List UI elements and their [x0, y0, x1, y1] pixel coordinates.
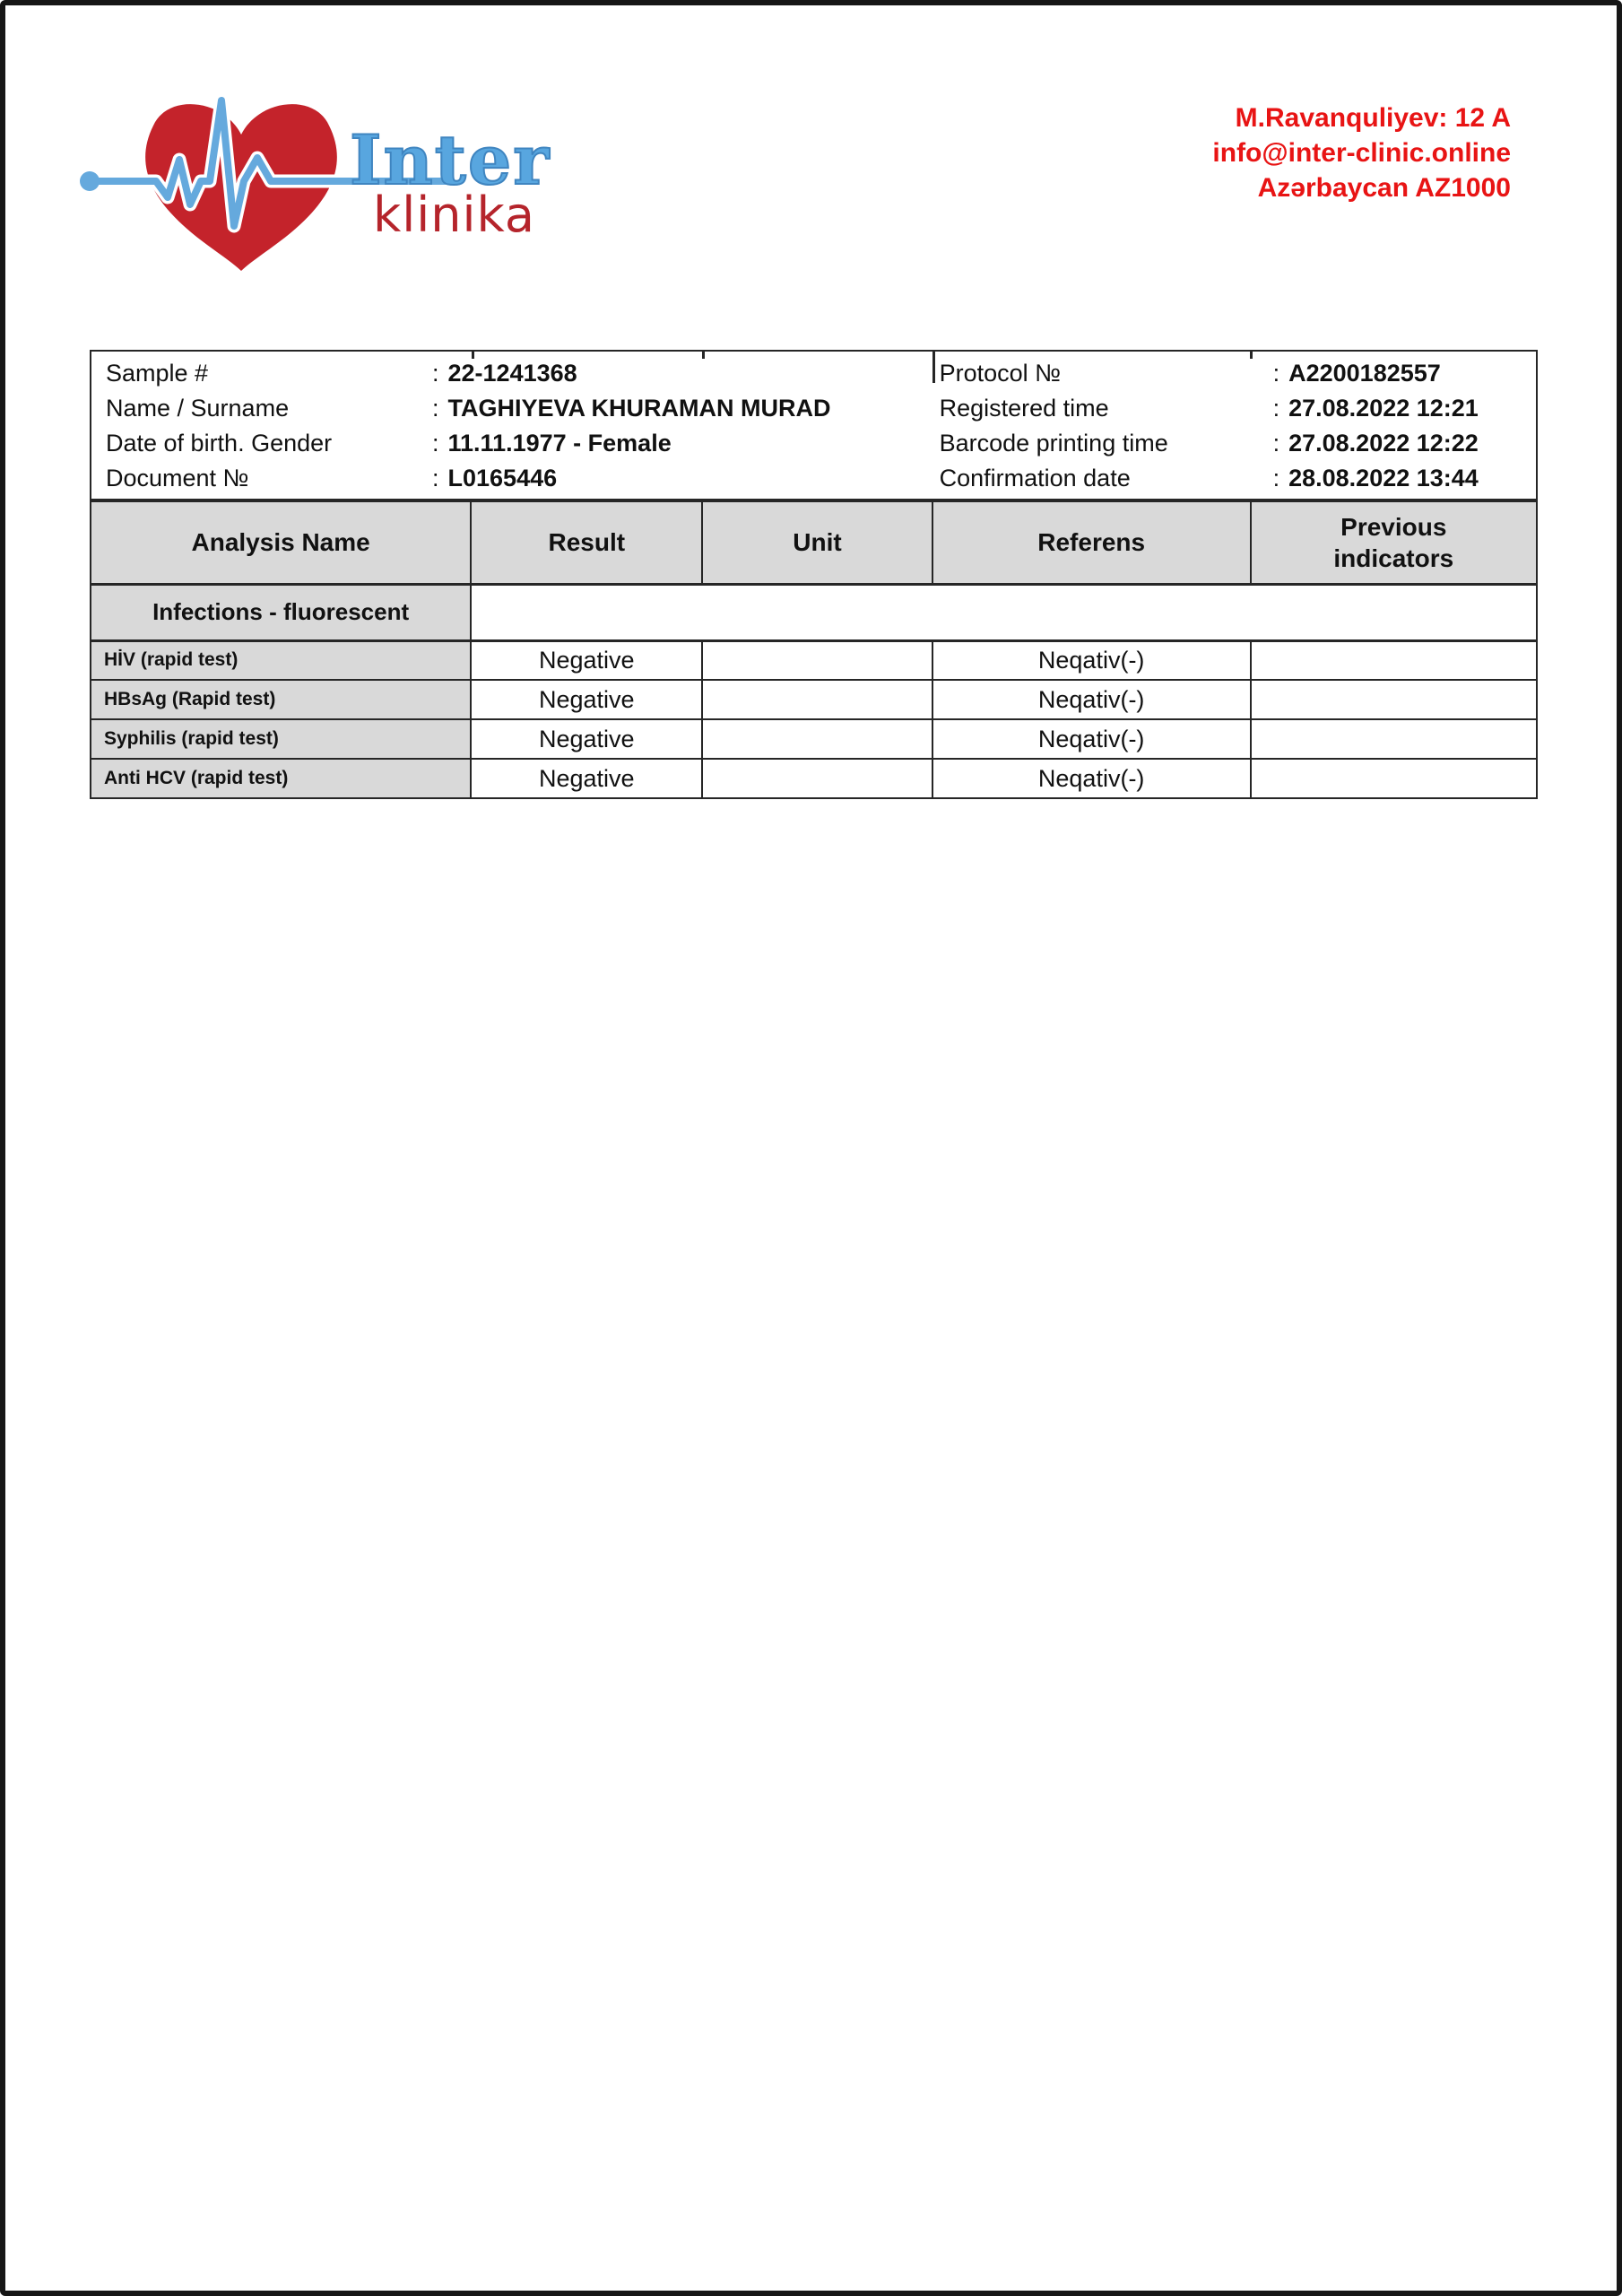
protocol-label: Protocol № [939, 360, 1062, 387]
colon: : [432, 430, 439, 457]
header-result: Result [471, 501, 702, 584]
section-title: Infections - fluorescent [91, 584, 471, 640]
brand-name-klinika: klinika [373, 187, 535, 243]
header-referens: Referens [932, 501, 1251, 584]
analysis-name-cell: Syphilis (rapid test) [91, 719, 471, 759]
result-cell: Negative [471, 759, 702, 798]
contact-country-zip: Azərbaycan AZ1000 [1257, 173, 1511, 203]
grid-tick [472, 352, 474, 359]
name-value: TAGHIYEVA KHURAMAN MURAD [447, 395, 831, 422]
grid-tick [932, 352, 935, 383]
header-previous-indicators: Previous indicators [1251, 501, 1537, 584]
analysis-name-cell: HBsAg (Rapid test) [91, 680, 471, 719]
birth-gender-value: 11.11.1977 - Female [447, 430, 672, 457]
name-label: Name / Surname [106, 395, 290, 422]
previous-cell [1251, 719, 1537, 759]
referens-cell: Neqativ(-) [932, 719, 1251, 759]
unit-cell [702, 759, 932, 798]
clinic-logo [75, 45, 595, 287]
patient-info-left [91, 352, 932, 499]
colon: : [1272, 395, 1280, 422]
referens-cell: Neqativ(-) [932, 680, 1251, 719]
info-row-registered [932, 391, 1536, 426]
protocol-value: A2200182557 [1288, 360, 1441, 387]
birth-gender-label: Date of birth. Gender [106, 430, 333, 457]
colon: : [432, 360, 439, 387]
barcode-value: 27.08.2022 12:22 [1288, 430, 1479, 457]
patient-info-box [90, 350, 1538, 500]
header-unit: Unit [702, 501, 932, 584]
header-analysis-name: Analysis Name [91, 501, 471, 584]
results-header-row [91, 501, 1537, 584]
analysis-name-cell: Anti HCV (rapid test) [91, 759, 471, 798]
colon: : [1272, 465, 1280, 491]
info-row-document [91, 461, 932, 496]
unit-cell [702, 640, 932, 680]
barcode-label: Barcode printing time [939, 430, 1168, 457]
colon: : [432, 465, 439, 491]
table-row [91, 719, 1537, 759]
colon: : [432, 395, 439, 422]
results-table [90, 500, 1538, 799]
previous-cell [1251, 640, 1537, 680]
referens-cell: Neqativ(-) [932, 640, 1251, 680]
patient-info-right [932, 352, 1536, 499]
table-row [91, 640, 1537, 680]
previous-cell [1251, 680, 1537, 719]
contact-address-line: M.Ravanquliyev: 12 A [1235, 103, 1511, 133]
document-value: L0165446 [447, 465, 558, 491]
registered-value: 27.08.2022 12:21 [1288, 395, 1479, 422]
info-row-barcode [932, 426, 1536, 461]
contact-email: info@inter-clinic.online [1212, 138, 1511, 168]
unit-cell [702, 719, 932, 759]
colon: : [1272, 360, 1280, 387]
unit-cell [702, 680, 932, 719]
grid-tick [1250, 352, 1253, 359]
confirmation-value: 28.08.2022 13:44 [1288, 465, 1479, 491]
table-row [91, 680, 1537, 719]
section-spacer [471, 584, 1537, 640]
clinic-contact-block [1212, 100, 1511, 205]
result-cell: Negative [471, 719, 702, 759]
confirmation-label: Confirmation date [939, 465, 1131, 491]
table-row [91, 759, 1537, 798]
colon: : [1272, 430, 1280, 457]
grid-tick [702, 352, 705, 359]
section-row [91, 584, 1537, 640]
result-cell: Negative [471, 680, 702, 719]
result-cell: Negative [471, 640, 702, 680]
sample-value: 22-1241368 [447, 360, 577, 387]
referens-cell: Neqativ(-) [932, 759, 1251, 798]
info-row-name [91, 391, 932, 426]
document-label: Document № [106, 465, 249, 491]
info-row-protocol [932, 356, 1536, 391]
info-row-birth-gender [91, 426, 932, 461]
analysis-name-cell: HİV (rapid test) [91, 640, 471, 680]
brand-name-inter: Inter [350, 120, 551, 200]
registered-label: Registered time [939, 395, 1109, 422]
previous-cell [1251, 759, 1537, 798]
info-row-sample [91, 356, 932, 391]
sample-label: Sample # [106, 360, 209, 387]
info-row-confirmation [932, 461, 1536, 496]
